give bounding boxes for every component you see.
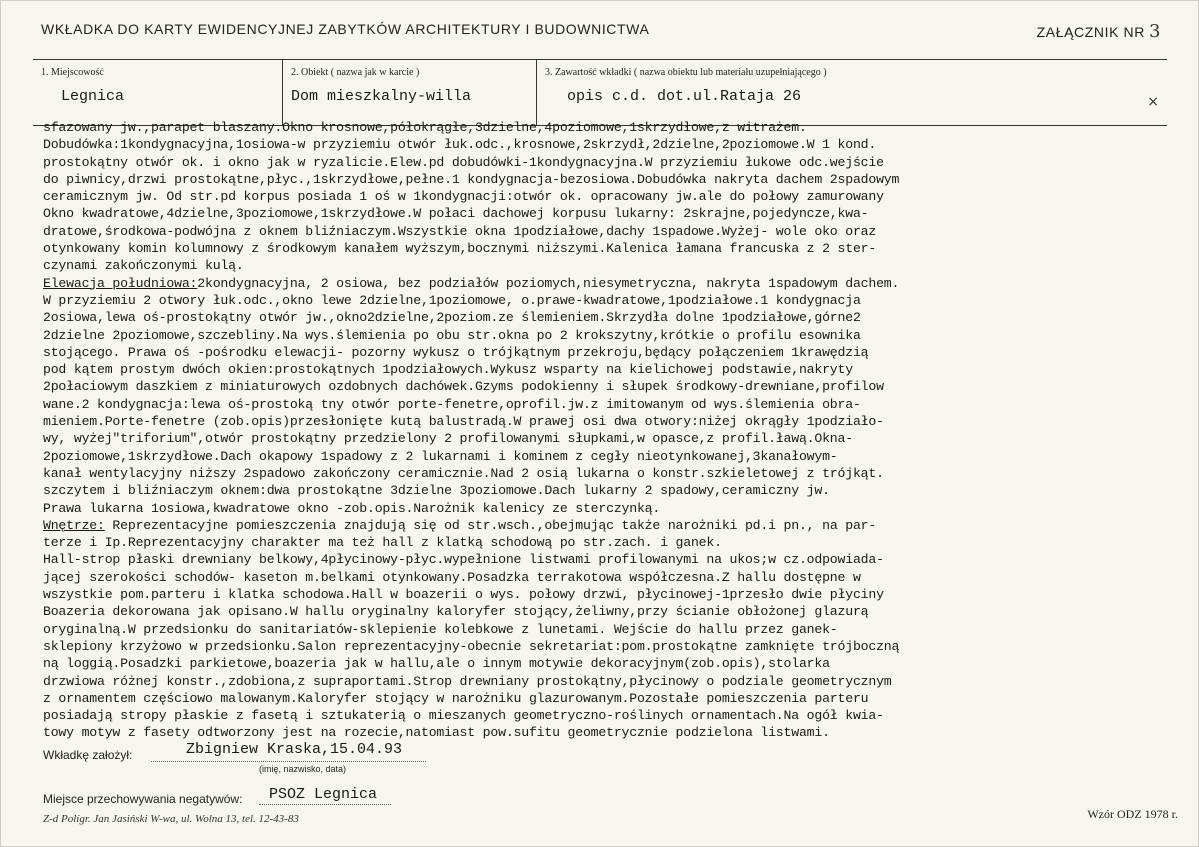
text-line: posiadają stropy płaskie z fasetą i sztukaterią o mieszanych geometryczno-roślinych ornamentach.Na ogół kwia- <box>43 708 884 724</box>
field-content-label: 3. Zawartość wkładki ( nazwa obiektu lub materiału uzupełniającego ) <box>545 67 827 78</box>
document-header <box>41 19 1161 47</box>
negatives-value: PSOZ Legnica <box>269 786 378 803</box>
text-line: Hall-strop płaski drewniany belkowy,4płycinowy-płyc.wypełnione listwami profilowanymi na ukos;w cz.odpowiada- <box>43 552 884 568</box>
text-line: towy motyw z fasety odtworzony jest na rozecie,natomiast pow.sufitu geometrycznie podzielona listwami. <box>43 725 830 741</box>
negatives-label: Miejsce przechowywania negatywów: <box>43 792 243 806</box>
text-line: Okno kwadratowe,4dzielne,3poziomowe,1skrzydłowe.W połaci dachowej korpusu lukarny: 2skrajne,pojedyncze,kwa- <box>43 206 869 222</box>
text-line: terze i Ip.Reprezentacyjny charakter ma też hall z klatką schodową po str.zach. i ganek. <box>43 535 722 551</box>
field-object-value: Dom mieszkalny-willa <box>291 88 472 105</box>
field-content <box>537 60 1167 125</box>
annex-label-text: ZAŁĄCZNIK NR <box>1036 24 1145 40</box>
section-heading-south: Elewacja południowa: <box>43 275 198 291</box>
text-line: szczytem i bliźniaczym oknem:dwa prostokątne 3dzielne 3poziomowe.Dach lukarny 2 spadowy,ceramiczny jw. <box>43 483 830 499</box>
text-line: czynami zakończonymi kulą. <box>43 258 244 274</box>
text-line <box>43 517 1163 534</box>
text-line: kanał wentylacyjny niższy 2spadowo zakończony ceramicznie.Nad 2 osią lukarna o konstr.szkieletowej z trójkąt. <box>43 465 884 481</box>
author-value: Zbigniew Kraska,15.04.93 <box>186 741 403 758</box>
author-label: Wkładkę założył: <box>43 748 133 762</box>
annex-label <box>1037 21 1161 42</box>
description-text <box>43 119 1163 742</box>
text-line: do piwnicy,drzwi prostokątne,płyc.,1skrzydłowe,pełne.1 kondygnacja-bezosiowa.Dobudówka nakryta dachem 2spadowym <box>43 171 900 187</box>
text-line: Boazeria dekorowana jak opisano.W hallu oryginalny kaloryfer stojący,żeliwny,przy ścianie obłożonej glazurą <box>43 604 869 620</box>
interior-first-line: Reprezentacyjne pomieszczenia znajdują się od str.wsch.,obejmując także narożniki pd.i pn., na par- <box>104 517 877 533</box>
text-line: ną loggią.Posadzki parkietowe,boazeria jak w hallu,ale o innym motywie dekoracyjnym(zob.opis),stolarka <box>43 656 830 672</box>
negatives-dotted-line <box>259 804 391 805</box>
text-line: drzwiowa różnej konstr.,zdobiona,z supraportami.Strop drewniany prostokątny,płycinowy o podziale geometrycznym <box>43 673 892 689</box>
text-line: sfazowany jw.,parapet blaszany.Okno krosnowe,półokrągłe,3dzielne,4poziomowe,1skrzydłowe,z witrażem. <box>43 120 807 135</box>
text-line: 2osiowa,lewa oś-prostokątny otwór jw.,okno2dzielne,2poziom.ze ślemieniem.Skrzydła dolne 1podziałowe,górne2 <box>43 310 861 326</box>
text-line: prostokątny otwór ok. i okno jak w ryzalicie.Elew.pd dobudówki-1kondygnacyjna.W przyziemiu łukowe odc.wejście <box>43 154 884 170</box>
text-line: dratowe,środkowa-podwójna z oknem bliźniaczym.Wszystkie okna 1podziałowe,dachy 1spadowe.Wyżej- wole oko oraz <box>43 223 877 239</box>
text-line: jącej szerokości schodów- kaseton m.belkami otynkowany.Posadzka terrakotowa współczesna.Z hallu dostępne w <box>43 569 861 585</box>
text-line: oryginalną.W przedsionku do sanitariatów-sklepienie kolebkowe z lunetami. Wejście do hallu przez ganek- <box>43 621 838 637</box>
text-line: Dobudówka:1kondygnacyjna,1osiowa-w przyziemiu otwór łuk.odc.,krosnowe,2skrzydł,2dzielne,2poziomowe.W 1 kond. <box>43 137 877 153</box>
field-place-label: 1. Miejscowość <box>41 67 104 78</box>
template-version: Wzór ODZ 1978 r. <box>1087 807 1178 821</box>
text-line: pod kątem prostym dwóch okien:prostokątnych 1podziałowych.Wykusz wsparty na kielichowej podstawie,nakryty <box>43 362 853 378</box>
text-line <box>43 275 1163 292</box>
text-line: sklepiony krzyżowo w przedsionku.Salon reprezentacyjny-obecnie sekretariat:pom.prostokątne zamknięte trójboczną <box>43 638 900 654</box>
field-place-value: Legnica <box>61 88 125 105</box>
text-line: mieniem.Porte-fenetre (zob.opis)przesłonięte kutą balustradą.W prawej osi dwa otwory:niżej okrągły 1podziało- <box>43 414 884 430</box>
header-fields-table <box>33 59 1167 126</box>
annex-number: 3 <box>1148 21 1161 42</box>
text-line: otynkowany komin kolumnowy z środkowym kanałem wyższym,bocznymi niższymi.Kalenica łamana francuska z 2 ster- <box>43 241 877 257</box>
section-heading-interior: Wnętrze: <box>43 517 105 533</box>
text-line: ceramicznym jw. Od str.pd korpus posiada 1 oś w 1kondygnacji:otwór ok. opracowany jw.ale do połowy zamurowany <box>43 189 884 205</box>
text-line: 2dzielne 2poziomowe,szczebliny.Na wys.ślemienia po obu str.okna po 2 krokszytny,krótkie o profilu esownika <box>43 327 861 343</box>
south-first-line: 2kondygnacyjna, 2 osiowa, bez podziałów poziomych,niesymetryczna, nakryta 1spadowym dachem. <box>197 275 900 291</box>
author-hint: (imię, nazwisko, data) <box>259 764 347 774</box>
document-title: WKŁADKA DO KARTY EWIDENCYJNEJ ZABYTKÓW ARCHITEKTURY I BUDOWNICTWA <box>41 21 650 37</box>
text-line: 2poziomowe,1skrzydłowe.Dach okapowy 1spadowy z 2 lukarnami i kominem z cegły nieotynkowanej,3kanałowym- <box>43 448 838 464</box>
field-object <box>283 60 537 125</box>
text-line: stojącego. Prawa oś -pośrodku elewacji- pozorny wykusz o trójkątnym przekroju,będący połączeniem 1krawędzią <box>43 344 869 360</box>
field-content-value: opis c.d. dot.ul.Rataja 26 <box>567 88 802 105</box>
text-line: wy, wyżej"triforium",otwór prostokątny przedzielony 2 profilowanymi słupkami,w opasce,z profil.ławą.Okna- <box>43 431 853 447</box>
text-line: Prawa lukarna 1osiowa,kwadratowe okno -zob.opis.Narożnik kalenicy ze sterczynką. <box>43 500 661 516</box>
author-dotted-line <box>151 761 426 762</box>
field-object-label: 2. Obiekt ( nazwa jak w karcie ) <box>291 67 420 78</box>
text-line: W przyziemiu 2 otwory łuk.odc.,okno lewe 2dzielne,1poziomowe, o.prawe-kwadratowe,1podziałowe.1 kondygnacja <box>43 292 861 308</box>
text-line: wane.2 kondygnacja:lewa oś-prostoką tny otwór porte-fenetre,oprofil.jw.z imitowanym od wys.ślemienia obra- <box>43 396 861 412</box>
corner-mark: × <box>1147 94 1159 110</box>
field-place <box>33 60 283 125</box>
text-line: z ornamentem częściowo malowanym.Kaloryfer stojący w narożniku glazurowanym.Pozostałe pomieszczenia parteru <box>43 690 869 706</box>
printer-info: Z-d Polígr. Jan Jasiński W-wa, ul. Wolna 13, tel. 12-43-83 <box>43 813 299 825</box>
text-line: 2połaciowym daszkiem z miniaturowych ozdobnych dachówek.Gzyms podokienny i słupek środkowy-drewniane,profilow <box>43 379 884 395</box>
text-line: wszystkie pom.parteru i klatka schodowa.Hall w boazerii o wys. połowy drzwi, płycinowej-1przesło dwie płyciny <box>43 587 884 603</box>
